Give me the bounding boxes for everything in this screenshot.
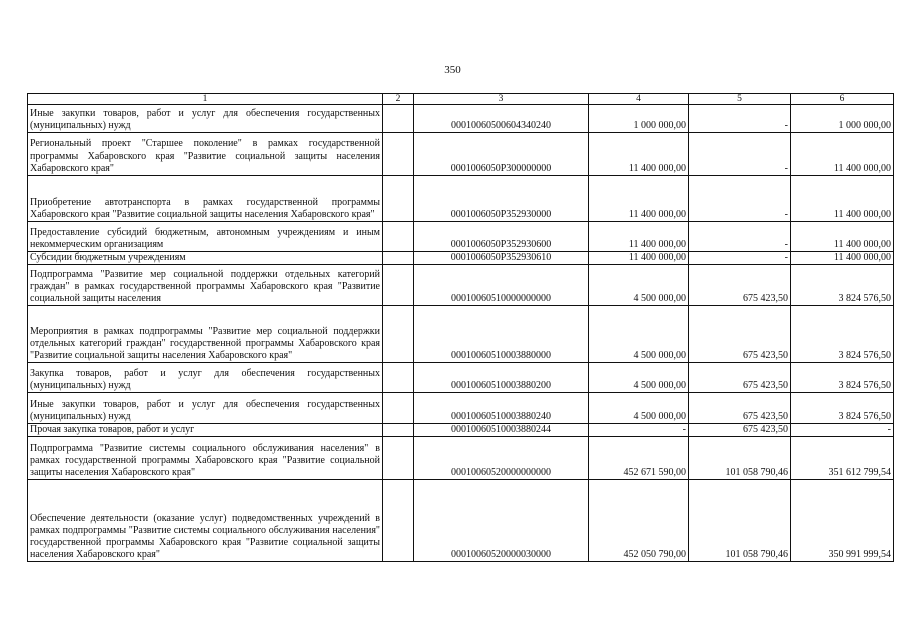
- row-col2: [383, 306, 414, 363]
- column-number-row: [28, 94, 894, 105]
- row-col2: [383, 133, 414, 176]
- row-value-col6: 3 824 576,50: [791, 265, 894, 306]
- row-code: 00010060520000000000: [414, 437, 589, 480]
- row-description: Предоставление субсидий бюджетным, автономным учреждениям и иным некоммерческим организациям: [28, 222, 383, 252]
- table-row: [28, 133, 894, 176]
- column-number: 2: [383, 94, 414, 105]
- row-description: Иные закупки товаров, работ и услуг для обеспечения государственных (муниципальных) нужд: [28, 105, 383, 133]
- row-value-col6: 11 400 000,00: [791, 176, 894, 222]
- table-row: [28, 306, 894, 363]
- row-value-col6: 3 824 576,50: [791, 393, 894, 424]
- row-value-col5: -: [689, 133, 791, 176]
- row-code: 00010060510003880200: [414, 363, 589, 393]
- table-row: [28, 393, 894, 424]
- row-value-col5: -: [689, 252, 791, 265]
- row-value-col4: 4 500 000,00: [589, 306, 689, 363]
- row-code: 00010060510000000000: [414, 265, 589, 306]
- row-code: 00010060510003880240: [414, 393, 589, 424]
- row-description: Подпрограмма "Развитие системы социального обслуживания населения" в рамках государственной программы Хабаровского края "Развитие социальной защиты населения Хабаровского края": [28, 437, 383, 480]
- row-col2: [383, 437, 414, 480]
- row-code: 00010060520000030000: [414, 480, 589, 562]
- row-code: 0001006050P352930610: [414, 252, 589, 265]
- row-value-col4: 1 000 000,00: [589, 105, 689, 133]
- row-code: 00010060510003880000: [414, 306, 589, 363]
- table-row: [28, 105, 894, 133]
- row-value-col4: 11 400 000,00: [589, 133, 689, 176]
- row-value-col4: -: [589, 424, 689, 437]
- row-code: 0001006050P352930600: [414, 222, 589, 252]
- row-value-col5: 675 423,50: [689, 424, 791, 437]
- row-description: Приобретение автотранспорта в рамках государственной программы Хабаровского края "Развитие социальной защиты населения Хабаровского края": [28, 176, 383, 222]
- page-number: 350: [444, 64, 461, 76]
- row-description: Подпрограмма "Развитие мер социальной поддержки отдельных категорий граждан" в рамках государственной программы Хабаровского края "Развитие социальной защиты населения: [28, 265, 383, 306]
- row-value-col5: 101 058 790,46: [689, 437, 791, 480]
- row-value-col4: 11 400 000,00: [589, 176, 689, 222]
- row-code: 00010060510003880244: [414, 424, 589, 437]
- row-value-col5: 675 423,50: [689, 393, 791, 424]
- row-col2: [383, 393, 414, 424]
- row-col2: [383, 105, 414, 133]
- row-value-col5: -: [689, 176, 791, 222]
- row-value-col4: 4 500 000,00: [589, 363, 689, 393]
- row-value-col6: 350 991 999,54: [791, 480, 894, 562]
- row-value-col4: 11 400 000,00: [589, 252, 689, 265]
- row-value-col6: 3 824 576,50: [791, 363, 894, 393]
- row-description: Иные закупки товаров, работ и услуг для обеспечения государственных (муниципальных) нужд: [28, 393, 383, 424]
- row-value-col4: 4 500 000,00: [589, 265, 689, 306]
- row-col2: [383, 424, 414, 437]
- row-value-col6: 11 400 000,00: [791, 133, 894, 176]
- row-value-col6: -: [791, 424, 894, 437]
- table-row: [28, 480, 894, 562]
- row-description: Закупка товаров, работ и услуг для обеспечения государственных (муниципальных) нужд: [28, 363, 383, 393]
- column-number: 3: [414, 94, 589, 105]
- row-value-col6: 11 400 000,00: [791, 252, 894, 265]
- column-number: 1: [28, 94, 383, 105]
- table-row: [28, 363, 894, 393]
- row-value-col6: 3 824 576,50: [791, 306, 894, 363]
- table-row: [28, 424, 894, 437]
- row-description: Мероприятия в рамках подпрограммы "Развитие мер социальной поддержки отдельных категорий граждан" государственной программы Хабаровского края "Развитие социальной защиты населения Хабаровского края": [28, 306, 383, 363]
- row-col2: [383, 363, 414, 393]
- budget-table: [27, 93, 894, 562]
- row-value-col4: 452 050 790,00: [589, 480, 689, 562]
- row-description: Прочая закупка товаров, работ и услуг: [28, 424, 383, 437]
- column-number: 4: [589, 94, 689, 105]
- row-value-col6: 1 000 000,00: [791, 105, 894, 133]
- row-value-col6: 351 612 799,54: [791, 437, 894, 480]
- row-code: 0001006050P352930000: [414, 176, 589, 222]
- row-code: 0001006050P300000000: [414, 133, 589, 176]
- row-value-col5: -: [689, 222, 791, 252]
- row-value-col5: 675 423,50: [689, 265, 791, 306]
- row-col2: [383, 480, 414, 562]
- table-row: [28, 222, 894, 252]
- column-number: 6: [791, 94, 894, 105]
- row-value-col5: 101 058 790,46: [689, 480, 791, 562]
- row-value-col6: 11 400 000,00: [791, 222, 894, 252]
- table-row: [28, 437, 894, 480]
- table-row: [28, 252, 894, 265]
- column-number: 5: [689, 94, 791, 105]
- row-code: 00010060500604340240: [414, 105, 589, 133]
- row-value-col4: 4 500 000,00: [589, 393, 689, 424]
- row-col2: [383, 176, 414, 222]
- row-col2: [383, 222, 414, 252]
- row-value-col5: 675 423,50: [689, 306, 791, 363]
- row-description: Субсидии бюджетным учреждениям: [28, 252, 383, 265]
- row-description: Обеспечение деятельности (оказание услуг) подведомственных учреждений в рамках подпрограммы "Развитие системы социального обслуживания населения" государственной программы Хабаровского края "Развитие социальной защиты населения Хабаровского края": [28, 480, 383, 562]
- table-row: [28, 265, 894, 306]
- row-value-col5: 675 423,50: [689, 363, 791, 393]
- table-row: [28, 176, 894, 222]
- row-value-col5: -: [689, 105, 791, 133]
- row-value-col4: 452 671 590,00: [589, 437, 689, 480]
- row-col2: [383, 252, 414, 265]
- row-col2: [383, 265, 414, 306]
- row-description: Региональный проект "Старшее поколение" в рамках государственной программы Хабаровского края "Развитие социальной защиты населения Хабаровского края": [28, 133, 383, 176]
- row-value-col4: 11 400 000,00: [589, 222, 689, 252]
